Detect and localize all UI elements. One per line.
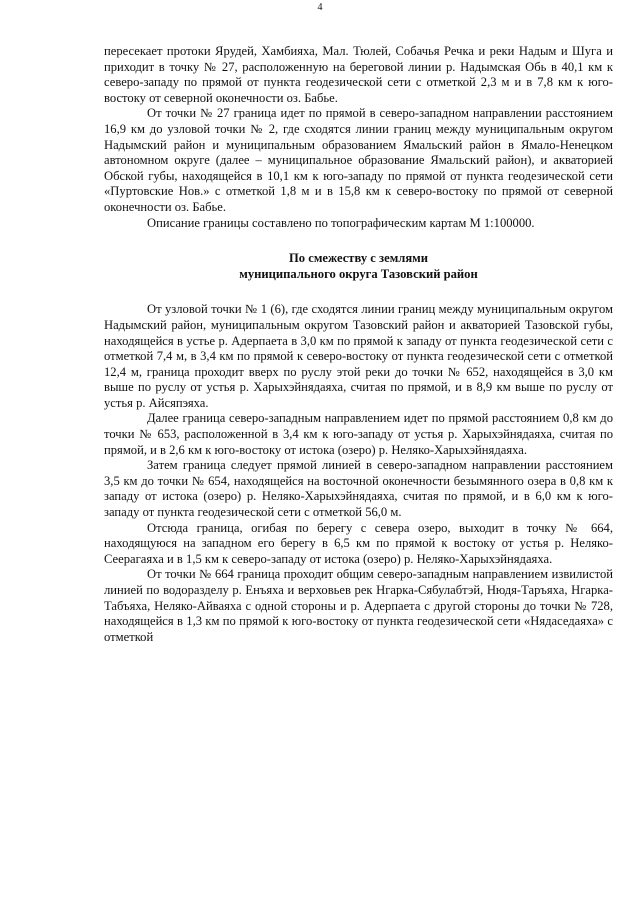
document-body [104, 44, 613, 645]
paragraph-point-654: Затем граница следует прямой линией в северо-западном направлении расстоянием 3,5 км до точки № 654, находящейся на восточной оконечности безымянного озера в 0,8 км к западу от истока (озеро) р. Неляко-Харыхэйнядаяха, считая по прямой, и в 6,0 км к юго-западу от пункта геодезической сети с отметкой 56,0 м. [104, 458, 613, 520]
section-heading [104, 251, 613, 282]
section-heading-line-2: муниципального округа Тазовский район [239, 266, 478, 281]
paragraph-point-728: От точки № 664 граница проходит общим северо-западным направлением извилистой линией по водоразделу р. Енъяха и верховьев рек Нгарка-Сябулабтэй, Нюдя-Таръяха, Нгарка-Табъяха, Неляко-Айваяха с одной стороны и р. Адерпаета с другой стороны до точки № 728, находящейся в 1,3 км по прямой к юго-востоку от пункта геодезической сети «Нядаседаяха» с отметкой [104, 567, 613, 644]
paragraph-point-653: Далее граница северо-западным направлением идет по прямой расстоянием 0,8 км до точки № 653, расположенной в 3,4 км к юго-западу от устья р. Харыхэйнядаяха, считая по прямой, и в 2,6 км к юго-востоку от истока (озеро) р. Неляко-Харыхэйнядаяха. [104, 411, 613, 457]
page-number: 4 [317, 2, 323, 13]
paragraph-point-664: Отсюда граница, огибая по берегу с севера озеро, выходит в точку № 664, находящуюся на западном его берегу в 6,5 км по прямой к востоку от устья р. Неляко-Сеерагаяха и в 1,5 км к северо-западу от истока (озеро) р. Неляко-Харыхэйнядаяха. [104, 520, 613, 566]
paragraph-point-27: От точки № 27 граница идет по прямой в северо-западном направлении расстоянием 16,9 км до узловой точки № 2, где сходятся линии границ между муниципальным округом Надымский район и муниципальным образованием Ямальский район в Ямало-Ненецком автономном округе (далее – муниципальное образование Ямальский район), и акваторией Обской губы, находящейся в 10,1 км к юго-западу по прямой от пункта геодезической сети «Пуртовские Нов.» с отметкой 1,8 м и в 15,8 км к северо-востоку по прямой от северной оконечности оз. Бабье. [104, 106, 613, 214]
paragraph-map-source: Описание границы составлено по топографическим картам М 1:100000. [147, 215, 535, 230]
paragraph-continuation: пересекает протоки Ярудей, Хамбияха, Мал. Тюлей, Собачья Речка и реки Надым и Шуга и приходит в точку № 27, расположенную на береговой линии р. Надымская Обь в 40,1 км к северо-западу по прямой от пункта геодезической сети с отметкой 2,3 м и в 7,8 км к юго-востоку от северной оконечности оз. Бабье. [104, 44, 613, 105]
section-heading-line-1: По смежеству с землями [289, 251, 428, 266]
paragraph-node-point-1: От узловой точки № 1 (6), где сходятся линии границ между муниципальным округом Надымский район, муниципальным округом Тазовский район и акваторией Тазовской губы, находящейся в устье р. Адерпаета в 3,0 км по прямой к западу от пункта геодезической сети с отметкой 7,4 м, в 3,4 км по прямой к северо-востоку от пункта геодезической сети с отметкой 12,4 м, граница проходит вверх по руслу этой реки до точки № 652, находящейся в 3,0 км выше по руслу от устья р. Харыхэйнядаяха, считая по прямой, и в 8,9 км выше по руслу от устья р. Айсяпэяха. [104, 302, 613, 410]
